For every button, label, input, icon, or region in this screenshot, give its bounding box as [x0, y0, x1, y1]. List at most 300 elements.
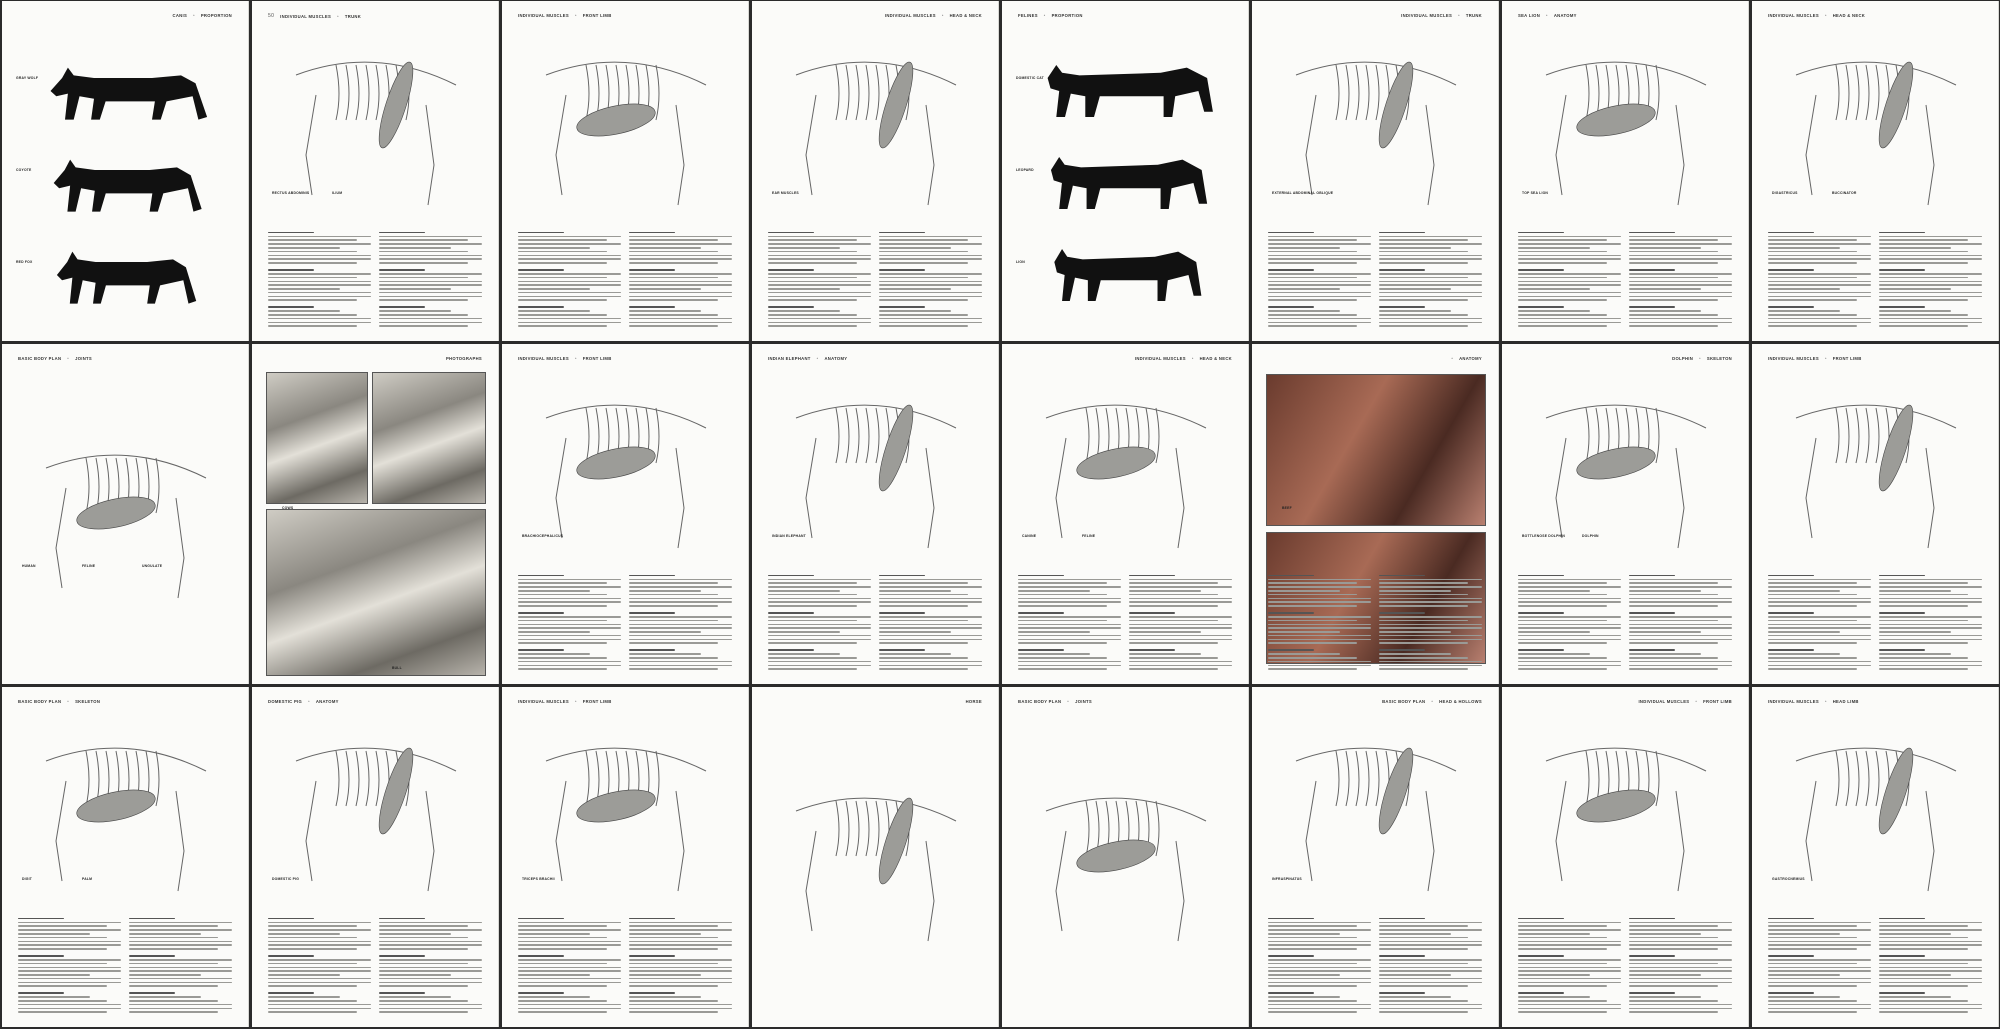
text-line — [1379, 269, 1425, 271]
text-line — [268, 955, 314, 957]
text-line — [879, 657, 968, 659]
text-line — [1379, 586, 1482, 588]
text-line — [1768, 620, 1857, 622]
animal-silhouette — [1051, 157, 1207, 209]
anatomy-drawing — [516, 368, 735, 558]
page-illustration — [16, 368, 234, 673]
text-line — [768, 579, 871, 581]
text-line — [1879, 624, 1982, 626]
text-line — [18, 933, 90, 935]
text-line — [768, 310, 840, 312]
figure-caption: DOMESTIC PIG — [272, 877, 300, 881]
text-line — [1268, 1011, 1357, 1013]
text-line — [18, 937, 107, 939]
text-line — [1768, 292, 1871, 294]
text-line — [629, 933, 701, 935]
page-illustration — [1016, 711, 1234, 1016]
text-column — [379, 229, 482, 327]
anatomy-drawing — [1766, 711, 1985, 901]
text-line — [1879, 281, 1982, 283]
text-line — [18, 996, 90, 998]
text-line — [1768, 944, 1871, 946]
text-line — [1879, 262, 1968, 264]
text-line — [518, 258, 621, 260]
body-text-columns — [1768, 229, 1982, 327]
text-line — [1879, 579, 1982, 581]
text-line — [268, 281, 371, 283]
text-line — [1629, 929, 1732, 931]
text-line — [1518, 929, 1621, 931]
text-line — [1768, 639, 1871, 641]
header-separator: • — [67, 356, 70, 361]
text-line — [1879, 982, 1982, 984]
text-line — [1879, 661, 1982, 663]
text-line — [379, 992, 425, 994]
book-page-p18[interactable] — [252, 687, 499, 1027]
text-line — [1268, 974, 1340, 976]
header-title: INDIAN ELEPHANT — [768, 356, 811, 361]
text-line — [1518, 310, 1590, 312]
text-line — [1379, 982, 1482, 984]
text-line — [1768, 624, 1871, 626]
text-line — [629, 985, 718, 987]
text-line — [268, 284, 371, 286]
text-line — [768, 236, 871, 238]
text-column — [1379, 572, 1482, 670]
figure-caption: EXTERNAL ABDOMINAL OBLIQUE — [1272, 191, 1334, 195]
text-line — [1518, 642, 1607, 644]
text-line — [629, 251, 718, 253]
text-line — [1268, 232, 1314, 234]
text-line — [1379, 970, 1482, 972]
text-line — [518, 978, 621, 980]
text-line — [879, 318, 982, 320]
page-illustration — [766, 711, 984, 1016]
text-line — [1629, 944, 1732, 946]
text-line — [1018, 586, 1121, 588]
figure-caption: DOLPHIN — [1582, 534, 1599, 538]
text-line — [1379, 944, 1482, 946]
text-line — [629, 918, 675, 920]
book-page-p21[interactable] — [1002, 687, 1249, 1027]
text-line — [1629, 627, 1732, 629]
header-title: BASIC BODY PLAN — [1382, 699, 1426, 704]
text-line — [1879, 635, 1982, 637]
text-line — [1879, 642, 1968, 644]
text-line — [268, 933, 340, 935]
text-line — [1268, 948, 1357, 950]
text-line — [629, 284, 732, 286]
text-line — [379, 967, 482, 969]
text-line — [1768, 982, 1871, 984]
text-line — [379, 281, 482, 283]
text-line — [1518, 299, 1607, 301]
text-line — [1518, 258, 1621, 260]
book-page-p16[interactable] — [1752, 344, 1999, 684]
text-line — [1768, 590, 1840, 592]
running-header — [1268, 699, 1482, 704]
text-line — [1768, 948, 1857, 950]
text-line — [1379, 273, 1482, 275]
body-text-columns — [1268, 915, 1482, 1013]
text-line — [629, 620, 718, 622]
text-line — [629, 598, 732, 600]
text-line — [1018, 598, 1121, 600]
header-section: FRONT LIMB — [582, 356, 612, 361]
text-line — [1379, 239, 1468, 241]
text-line — [1518, 616, 1621, 618]
text-line — [1379, 590, 1451, 592]
body-text-columns — [1268, 572, 1482, 670]
text-line — [518, 292, 621, 294]
text-line — [1629, 605, 1718, 607]
animal-silhouette — [51, 68, 208, 120]
book-page-p9[interactable] — [2, 344, 249, 684]
text-line — [629, 273, 732, 275]
text-line — [1629, 586, 1732, 588]
text-line — [879, 292, 982, 294]
book-page-p1[interactable] — [2, 1, 249, 341]
text-line — [768, 247, 840, 249]
text-line — [629, 612, 675, 614]
text-line — [629, 624, 732, 626]
text-line — [629, 258, 732, 260]
text-line — [379, 944, 482, 946]
text-line — [1768, 941, 1871, 943]
text-line — [768, 269, 814, 271]
text-line — [518, 236, 621, 238]
text-line — [1268, 642, 1357, 644]
text-line — [1518, 635, 1621, 637]
text-line — [629, 657, 718, 659]
text-line — [518, 605, 607, 607]
text-line — [1879, 985, 1968, 987]
text-line — [1518, 627, 1621, 629]
text-line — [1629, 306, 1675, 308]
text-column — [1268, 229, 1371, 327]
text-line — [879, 594, 968, 596]
text-line — [1018, 631, 1090, 633]
header-separator: • — [193, 13, 195, 18]
text-line — [1629, 970, 1732, 972]
text-line — [518, 937, 607, 939]
text-line — [268, 1008, 371, 1010]
text-line — [1879, 288, 1951, 290]
header-separator: • — [1824, 699, 1827, 704]
text-line — [1768, 922, 1871, 924]
text-line — [768, 598, 871, 600]
text-line — [1768, 649, 1814, 651]
text-line — [379, 929, 482, 931]
text-line — [1129, 653, 1201, 655]
text-line — [379, 288, 451, 290]
figure-caption: BEEF — [1282, 506, 1292, 510]
text-line — [1629, 281, 1732, 283]
book-page-p6[interactable] — [1252, 1, 1499, 341]
text-line — [268, 292, 371, 294]
text-line — [629, 232, 675, 234]
page-illustration — [1016, 368, 1234, 563]
text-line — [1018, 665, 1121, 667]
text-line — [18, 1004, 121, 1006]
text-line — [518, 639, 621, 641]
header-section: ANATOMY — [1459, 356, 1482, 361]
text-line — [129, 1011, 218, 1013]
book-page-p3[interactable] — [502, 1, 749, 341]
text-line — [1879, 575, 1925, 577]
text-line — [1768, 929, 1871, 931]
figure-caption: COWS — [282, 506, 294, 510]
figure-caption: COYOTE — [16, 168, 32, 172]
book-page-p10[interactable] — [252, 344, 499, 684]
text-line — [1379, 941, 1482, 943]
book-page-p11[interactable] — [502, 344, 749, 684]
text-line — [379, 258, 482, 260]
text-line — [629, 314, 718, 316]
text-line — [1379, 318, 1482, 320]
text-line — [1768, 251, 1857, 253]
text-line — [518, 963, 607, 965]
text-line — [1129, 635, 1232, 637]
book-page-p19[interactable] — [502, 687, 749, 1027]
text-line — [1129, 586, 1232, 588]
text-line — [1629, 1008, 1732, 1010]
text-column — [1768, 915, 1871, 1013]
text-line — [879, 575, 925, 577]
text-line — [518, 598, 621, 600]
text-line — [1629, 594, 1718, 596]
text-line — [1268, 322, 1371, 324]
text-line — [1268, 325, 1357, 327]
text-line — [518, 288, 590, 290]
book-page-p2[interactable] — [252, 1, 499, 341]
text-line — [1268, 925, 1357, 927]
text-line — [1629, 642, 1718, 644]
text-line — [268, 1004, 371, 1006]
text-line — [629, 631, 701, 633]
text-line — [629, 982, 732, 984]
text-line — [768, 262, 857, 264]
running-header — [1018, 13, 1232, 18]
text-line — [518, 314, 607, 316]
text-line — [18, 918, 64, 920]
text-line — [1629, 322, 1732, 324]
text-line — [518, 590, 590, 592]
text-line — [879, 243, 982, 245]
book-page-p23[interactable] — [1502, 687, 1749, 1027]
text-line — [1768, 314, 1857, 316]
book-page-p12[interactable] — [752, 344, 999, 684]
text-line — [629, 243, 732, 245]
text-line — [879, 605, 968, 607]
anatomy-drawing — [516, 25, 735, 215]
figure-caption: DIGIT — [22, 877, 33, 881]
page-illustration — [1516, 25, 1734, 220]
page-illustration — [1016, 29, 1234, 334]
text-line — [1268, 292, 1371, 294]
text-line — [18, 985, 107, 987]
text-column — [518, 229, 621, 327]
text-line — [1629, 992, 1675, 994]
text-line — [768, 649, 814, 651]
text-line — [1768, 598, 1871, 600]
text-line — [379, 273, 482, 275]
text-line — [1629, 665, 1732, 667]
running-header — [1018, 356, 1232, 361]
text-line — [768, 575, 814, 577]
text-line — [1129, 624, 1232, 626]
text-line — [1268, 601, 1371, 603]
text-line — [268, 970, 371, 972]
text-line — [1629, 925, 1718, 927]
book-page-p20[interactable] — [752, 687, 999, 1027]
book-page-p15[interactable] — [1502, 344, 1749, 684]
text-line — [1879, 296, 1982, 298]
header-title: BASIC BODY PLAN — [1018, 699, 1062, 704]
text-line — [629, 922, 732, 924]
text-line — [268, 922, 371, 924]
text-line — [1268, 1000, 1357, 1002]
text-line — [1629, 1004, 1732, 1006]
book-page-p13[interactable] — [1002, 344, 1249, 684]
text-column — [879, 229, 982, 327]
text-line — [1268, 255, 1371, 257]
text-line — [1518, 959, 1621, 961]
text-line — [629, 616, 732, 618]
book-page-p22[interactable] — [1252, 687, 1499, 1027]
text-line — [1018, 627, 1121, 629]
body-text-columns — [268, 915, 482, 1013]
text-line — [1268, 929, 1371, 931]
text-line — [1268, 668, 1357, 670]
text-line — [1518, 586, 1621, 588]
text-line — [629, 262, 718, 264]
text-line — [1518, 314, 1607, 316]
text-line — [379, 978, 482, 980]
header-title: INDIVIDUAL MUSCLES — [1768, 356, 1819, 361]
text-line — [879, 269, 925, 271]
text-column — [1518, 915, 1621, 1013]
text-column — [1768, 572, 1871, 670]
running-header — [768, 13, 982, 18]
text-line — [879, 627, 982, 629]
text-line — [268, 296, 371, 298]
text-line — [1129, 620, 1218, 622]
text-line — [1518, 322, 1621, 324]
text-line — [1379, 967, 1482, 969]
page-illustration — [516, 25, 734, 220]
text-line — [518, 281, 621, 283]
text-line — [879, 579, 982, 581]
text-line — [1268, 299, 1357, 301]
text-line — [268, 310, 340, 312]
text-line — [1768, 978, 1871, 980]
text-line — [518, 996, 590, 998]
text-line — [1879, 668, 1968, 670]
text-line — [1379, 996, 1451, 998]
text-line — [768, 631, 840, 633]
header-section: HEAD & NECK — [1199, 356, 1232, 361]
text-line — [1768, 959, 1871, 961]
text-line — [1379, 601, 1482, 603]
text-line — [1268, 288, 1340, 290]
text-line — [1268, 982, 1371, 984]
book-page-p24[interactable] — [1752, 687, 1999, 1027]
book-page-p5[interactable] — [1002, 1, 1249, 341]
text-column — [1629, 229, 1732, 327]
text-line — [879, 239, 968, 241]
text-line — [1518, 281, 1621, 283]
text-line — [1879, 631, 1951, 633]
text-line — [379, 918, 425, 920]
text-line — [518, 929, 621, 931]
text-line — [1768, 992, 1814, 994]
text-line — [1629, 239, 1718, 241]
text-line — [629, 239, 718, 241]
text-line — [629, 590, 701, 592]
text-line — [629, 967, 732, 969]
text-line — [1768, 239, 1857, 241]
text-line — [1629, 314, 1718, 316]
running-header — [268, 699, 482, 704]
page-illustration — [16, 29, 234, 334]
book-page-p7[interactable] — [1502, 1, 1749, 341]
text-line — [518, 277, 607, 279]
text-line — [1379, 661, 1482, 663]
text-line — [879, 236, 982, 238]
text-line — [629, 649, 675, 651]
book-page-p4[interactable] — [752, 1, 999, 341]
text-line — [129, 944, 232, 946]
book-page-p8[interactable] — [1752, 1, 1999, 341]
text-line — [768, 258, 871, 260]
text-line — [629, 963, 718, 965]
text-line — [879, 668, 968, 670]
text-line — [1018, 635, 1121, 637]
text-line — [518, 642, 607, 644]
text-line — [1879, 247, 1951, 249]
text-line — [1768, 258, 1871, 260]
book-page-p14[interactable] — [1252, 344, 1499, 684]
text-line — [1629, 974, 1701, 976]
text-line — [1379, 325, 1468, 327]
text-line — [629, 255, 732, 257]
text-column — [1518, 229, 1621, 327]
text-line — [1129, 657, 1218, 659]
cattle-photo — [266, 372, 368, 504]
text-line — [879, 642, 968, 644]
book-page-p17[interactable] — [2, 687, 249, 1027]
text-line — [1379, 299, 1468, 301]
text-line — [1768, 974, 1840, 976]
text-line — [268, 944, 371, 946]
text-line — [18, 955, 64, 957]
text-column — [18, 915, 121, 1013]
text-line — [1879, 929, 1982, 931]
text-line — [1879, 251, 1968, 253]
text-line — [629, 281, 732, 283]
text-line — [629, 974, 701, 976]
text-line — [1129, 605, 1218, 607]
text-line — [379, 1000, 468, 1002]
text-line — [1379, 955, 1425, 957]
header-separator: • — [1824, 356, 1827, 361]
text-line — [518, 1004, 621, 1006]
text-line — [129, 948, 218, 950]
text-line — [1768, 306, 1814, 308]
text-line — [18, 982, 121, 984]
text-line — [879, 277, 968, 279]
